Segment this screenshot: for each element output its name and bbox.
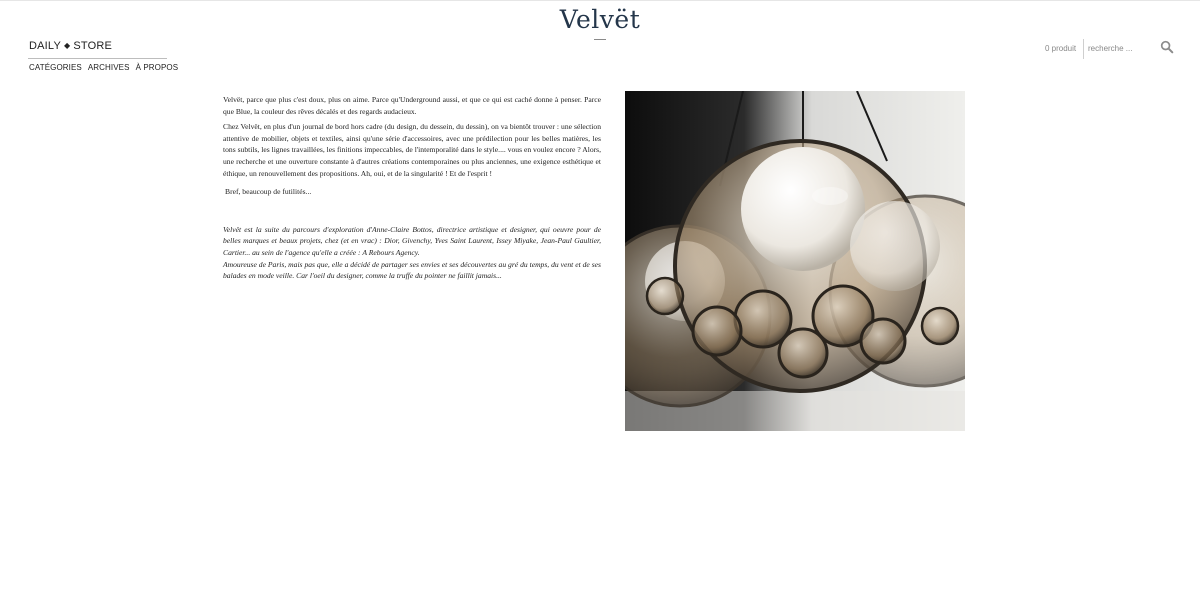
search-input[interactable] [1088, 41, 1150, 55]
nav-apropos-link[interactable]: À PROPOS [135, 63, 179, 72]
intro-paragraph: Chez Velvët, en plus d'un journal de bord hors cadre (du design, du dessein, du dessin), on va bientôt trouver : une sélection attentive de mobilier, objets et textiles, ainsi qu'une série d'accessoires, avec une prédilection pour les belles matières, les tons subtils, les lignes travaillées, les finitions impeccables, de l'intemporalité dans le style.... vous en voulez encore ? Alors, une recherche et une ouverture constante à d'autres créations contemporaines ou plus anciennes, une exigence esthétique et éthique, un renouvellement des propositions. Ah, oui, et de la singularité ! Et de l'esprit ! [223, 122, 601, 178]
intro-paragraph: Velvët, parce que plus c'est doux, plus on aime. Parce qu'Underground aussi, et que ce qui est caché donne à penser. Parce que Blue, la couleur des rêves décalés et des regards audacieux. [223, 95, 601, 116]
sub-nav [29, 63, 184, 72]
nav-archives-link[interactable]: ARCHIVES [87, 63, 130, 72]
site-logo[interactable]: Velvët [559, 5, 641, 34]
main-nav [29, 40, 112, 52]
lamp-image [625, 91, 965, 431]
nav-categories-link[interactable]: CATÉGORIES [29, 63, 82, 72]
header-separator [1083, 39, 1084, 59]
logo-underline [594, 39, 606, 40]
intro-text [223, 94, 601, 286]
bio-paragraph [223, 224, 601, 282]
intro-paragraph: Bref, beaucoup de futilités... [225, 187, 312, 197]
nav-divider [28, 58, 167, 59]
search-icon[interactable] [1160, 40, 1174, 54]
nav-daily-link[interactable]: DAILY [29, 40, 61, 52]
cart-count[interactable]: 0 produit [1045, 44, 1077, 53]
diamond-icon: ◆ [63, 41, 71, 50]
bio-text: Amoureuse de Paris, mais pas que, elle a décidé de partager ses envies et ses découvertes au gré du temps, du vent et de ses balades en mode veille. Car l'oeil du designer, comme la truffe du pointer ne faillit jamais... [223, 259, 601, 281]
nav-store-link[interactable]: STORE [73, 40, 113, 52]
bio-text: Velvët est la suite du parcours d'exploration d'Anne-Claire Bottos, directrice artistique et designer, qui oeuvre pour de belles marques et beaux projets, chez (et en vrac) : Dior, Givenchy, Yves Saint Laurent, Issey Miyake, Jean-Paul Gaultier, Cartier... au sein de l'agence qu'elle a créée : A Rebours Agency. [223, 224, 601, 257]
top-border [0, 0, 1200, 1]
